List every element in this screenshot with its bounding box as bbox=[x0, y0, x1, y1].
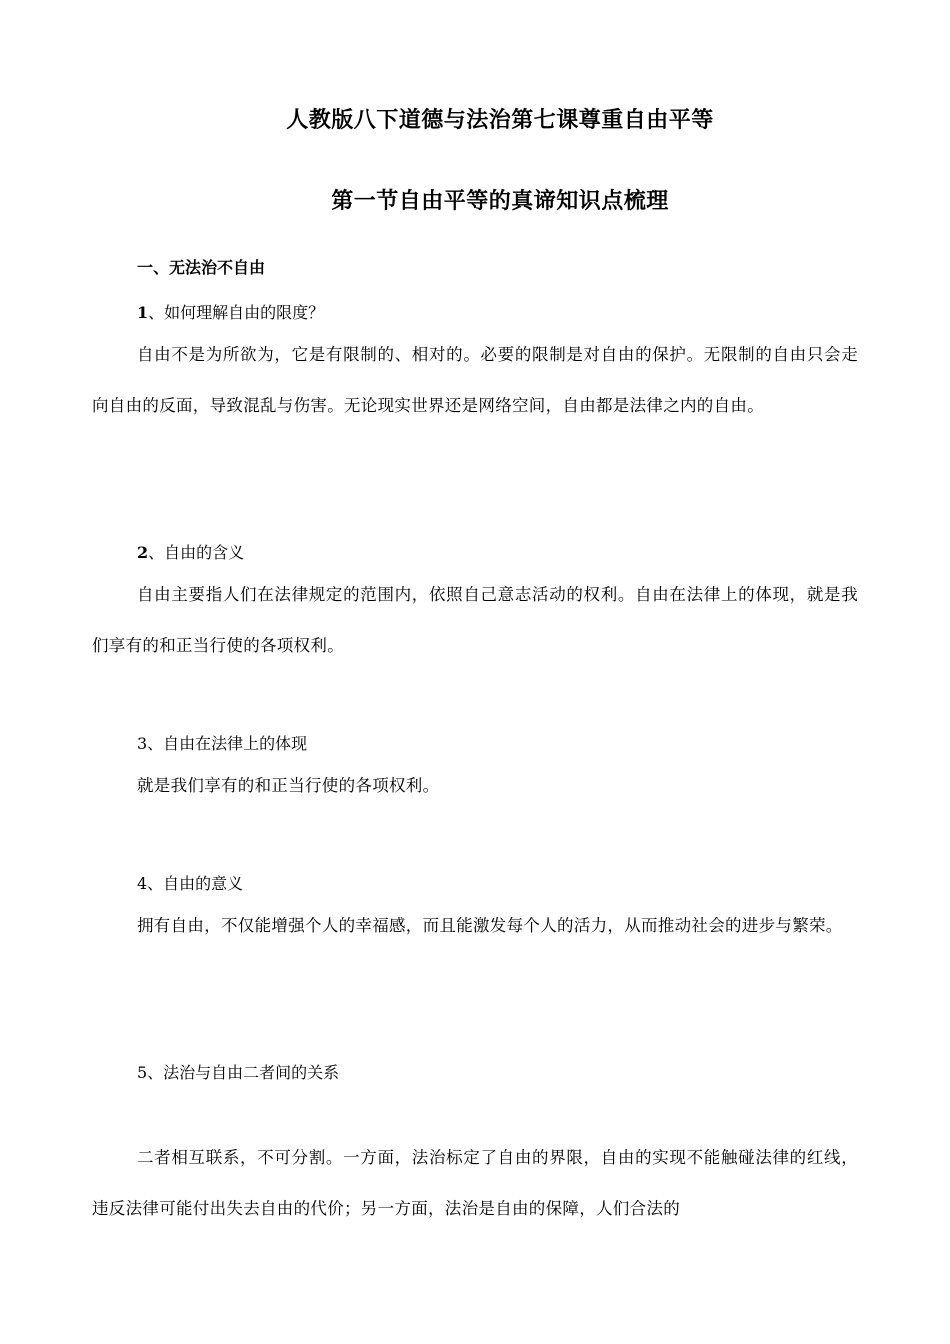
question-5-title: 5、法治与自由二者间的关系 bbox=[137, 1063, 340, 1082]
question-1-text: 、如何理解自由的限度？ bbox=[148, 303, 325, 322]
question-1-body: 自由不是为所欲为，它是有限制的、相对的。必要的限制是对自由的保护。无限制的自由只会走向自由的反面，导致混乱与伤害。无论现实世界还是网络空间，自由都是法律之内的自由。 bbox=[92, 345, 858, 415]
question-3-title: 3、自由在法律上的体现 bbox=[137, 734, 308, 753]
document-title: 人教版八下道德与法治第七课尊重自由平等 bbox=[286, 107, 714, 133]
question-2-text: 、自由的含义 bbox=[148, 543, 245, 562]
document-subtitle: 第一节自由平等的真谛知识点梳理 bbox=[331, 188, 669, 214]
question-1-title bbox=[137, 300, 324, 323]
question-3-body: 就是我们享有的和正当行使的各项权利。 bbox=[137, 776, 440, 795]
question-5-body: 二者相互联系，不可分割。一方面，法治标定了自由的界限，自由的实现不能触碰法律的红线，违反法律可能付出失去自由的代价；另一方面，法治是自由的保障，人们合法的 bbox=[92, 1148, 858, 1218]
question-4-body: 拥有自由，不仅能增强个人的幸福感，而且能激发每个人的活力，从而推动社会的进步与繁荣。 bbox=[137, 916, 843, 935]
section-heading-1: 一、无法治不自由 bbox=[137, 258, 266, 277]
question-2-body: 自由主要指人们在法律规定的范围内，依照自己意志活动的权利。自由在法律上的体现，就是我们享有的和正当行使的各项权利。 bbox=[92, 585, 858, 655]
question-1-number: 1 bbox=[137, 303, 149, 322]
question-2-number: 2 bbox=[137, 543, 149, 562]
question-4-title: 4、自由的意义 bbox=[137, 874, 244, 893]
question-2-title bbox=[137, 540, 244, 563]
